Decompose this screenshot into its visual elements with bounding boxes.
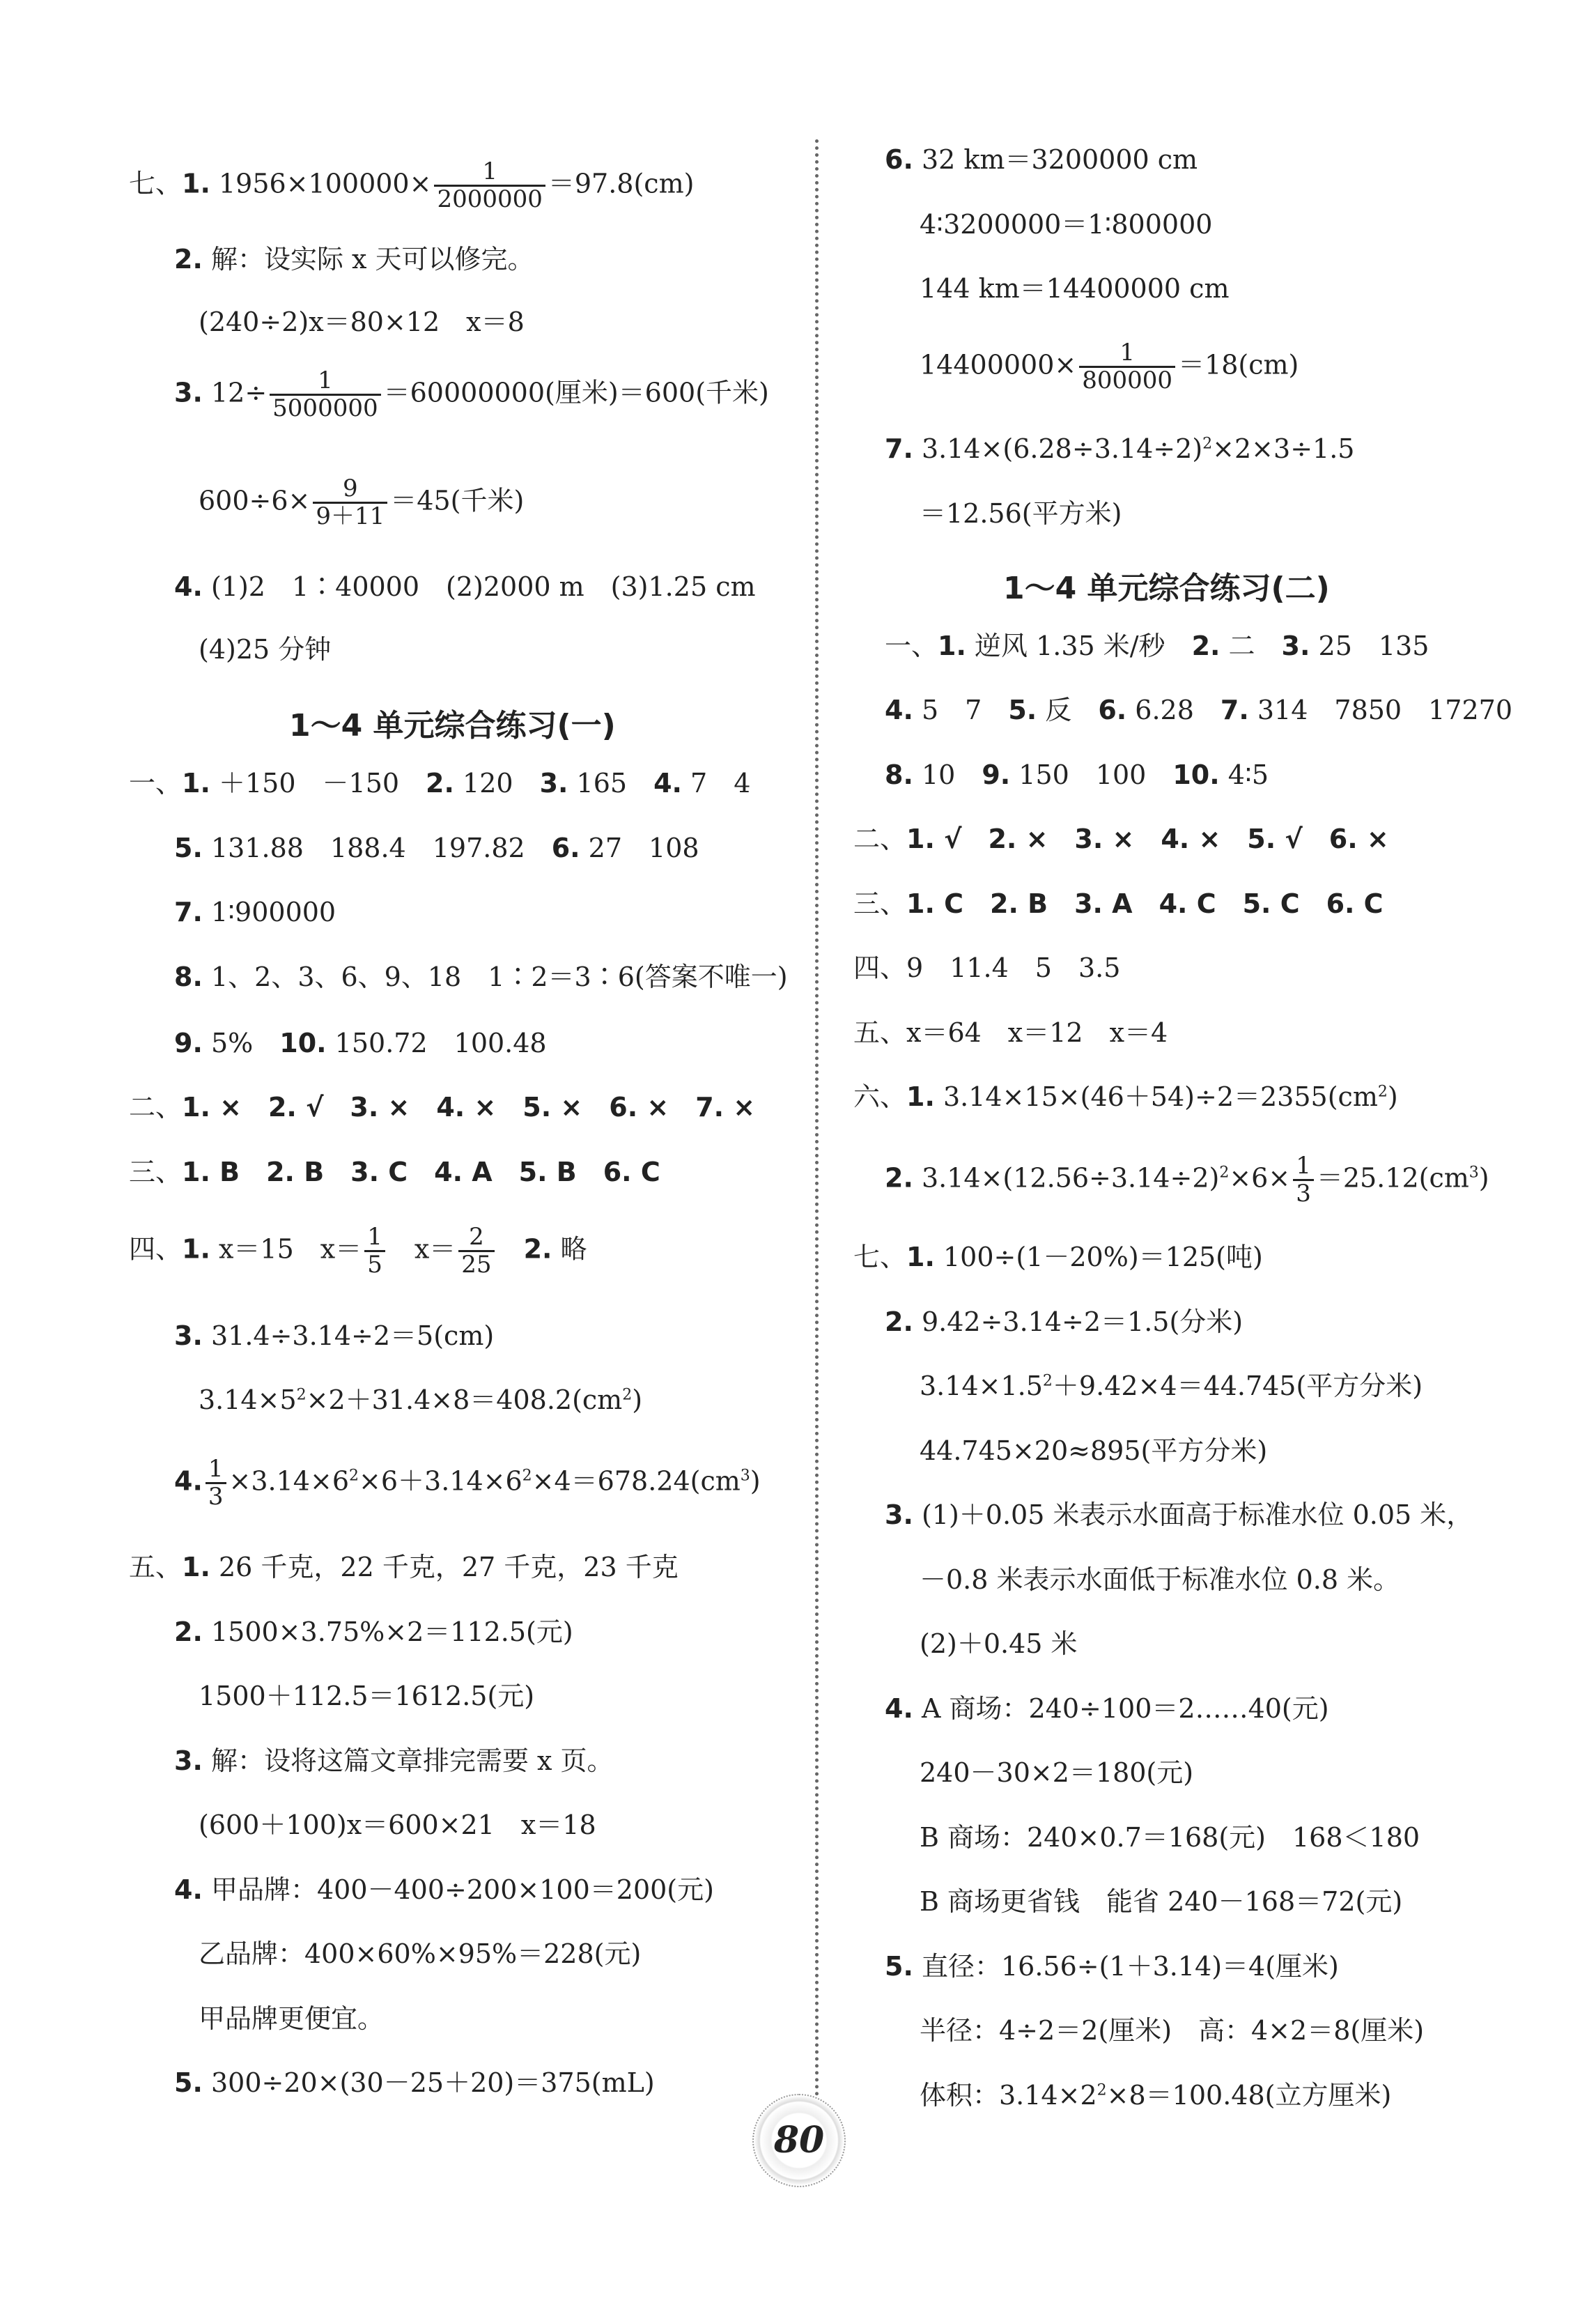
answer-line (174, 2069, 655, 2096)
answer-line (199, 476, 524, 530)
numerator: 2 (458, 1224, 494, 1252)
text: ) (632, 1385, 643, 1415)
answer-line (853, 1081, 1398, 1112)
answer-line (885, 146, 1198, 173)
answer-line (174, 1745, 614, 1776)
answer-line (885, 1953, 1339, 1980)
fraction (313, 476, 387, 530)
superscript: 3 (740, 1467, 750, 1485)
text: ×4＝678.24(cm (532, 1465, 741, 1497)
answer-line (853, 955, 1120, 981)
text: 12÷ (202, 377, 268, 408)
superscript: 2 (1219, 1164, 1230, 1182)
item-number: 7. (174, 897, 203, 927)
item-number: 3. (1281, 631, 1310, 661)
section-label: 六、 (853, 1081, 907, 1112)
answer-line: 240－30×2＝180(元) (920, 1757, 1194, 1788)
numerator: 1 (434, 159, 545, 187)
section-label: 二、 (129, 1092, 183, 1123)
item-number: 7. (1220, 695, 1249, 725)
answer-line: (600＋100)x＝600×21 x＝18 (199, 1810, 596, 1840)
item-number: 4. (653, 768, 682, 799)
answer-line (174, 835, 699, 861)
text: 甲品牌：400－400÷200×100＝200(元) (202, 1874, 714, 1905)
text: 100÷(1－20%)＝125(吨) (934, 1242, 1263, 1272)
section-label: 四、 (129, 1233, 183, 1265)
text: ×8＝100.48(立方厘米) (1106, 2080, 1392, 2111)
text: ×6× (1229, 1162, 1291, 1194)
text: 600÷6× (199, 485, 311, 516)
denominator: 9＋11 (316, 502, 385, 531)
superscript: 2 (522, 1467, 532, 1485)
text: 27 108 (580, 833, 699, 863)
answer-line (174, 1030, 547, 1056)
superscript: 2 (1097, 2081, 1107, 2099)
text: 1500×3.75%×2＝112.5(元) (202, 1617, 573, 1647)
answer-line (885, 697, 1512, 723)
answer-line (174, 899, 336, 925)
text: x＝ (387, 1233, 456, 1265)
text: ) (750, 1465, 761, 1497)
answer-line (174, 1619, 573, 1645)
item-number: 9. (982, 759, 1011, 790)
item-number: 4. (174, 1874, 203, 1905)
text: 1. B 2. B 3. C 4. A 5. B 6. C (182, 1157, 660, 1187)
superscript: 2 (296, 1386, 307, 1404)
text (497, 1233, 524, 1264)
answer-line: 半径：4÷2＝2(厘米) 高：4×2＝8(厘米) (920, 2015, 1425, 2046)
text: x＝15 x＝ (210, 1233, 362, 1265)
answer-line (174, 964, 788, 990)
section-heading: 1～4 单元综合练习(二) (1003, 571, 1330, 606)
section-label: 三、 (129, 1157, 183, 1187)
item-number: 1. (182, 1233, 210, 1265)
answer-line (174, 1320, 495, 1351)
item-number: 4. (885, 1693, 913, 1724)
denominator: 2000000 (437, 185, 543, 214)
numerator: 1 (1293, 1153, 1314, 1181)
item-number: 1. (182, 1552, 210, 1582)
text: ×6＋3.14×6 (359, 1465, 522, 1497)
answer-line (129, 768, 751, 799)
text: 3.14×1.5 (920, 1371, 1043, 1401)
text: 120 (454, 768, 540, 799)
denominator: 5000000 (272, 394, 378, 423)
answer-line (853, 890, 1384, 917)
item-number: 3. (539, 768, 568, 799)
text: 131.88 188.4 197.82 (202, 833, 552, 863)
text: ) (1387, 1081, 1398, 1112)
item-number: 5. (1008, 695, 1037, 725)
section-label: 五、 (853, 1017, 907, 1048)
answer-line (920, 340, 1299, 394)
text: 9 11.4 5 3.5 (906, 953, 1121, 983)
answer-line (129, 159, 694, 213)
text: A 商场：240÷100＝2……40(元) (913, 1693, 1329, 1724)
text: (1)2 1∶40000 (2)2000 m (3)1.25 cm (202, 571, 756, 602)
answer-line: 144 km＝14400000 cm (920, 273, 1230, 304)
item-number: 2. (885, 1162, 913, 1194)
answer-line (174, 368, 769, 422)
item-number: 1. (182, 168, 210, 199)
text: 1. × 2. √ 3. × 4. × 5. × 6. × 7. × (182, 1092, 756, 1123)
text: ＝97.8(cm) (548, 168, 695, 199)
fraction (458, 1224, 494, 1279)
superscript: 3 (1469, 1164, 1479, 1182)
answer-line (853, 1019, 1168, 1046)
text: 314 7850 17270 (1248, 695, 1512, 725)
text: x＝64 x＝12 x＝4 (906, 1017, 1168, 1048)
text: 1956×100000× (210, 168, 432, 199)
answer-line (920, 1373, 1423, 1399)
answer-line (174, 1876, 714, 1903)
superscript: 2 (1377, 1083, 1388, 1101)
superscript: 2 (1202, 435, 1213, 453)
page-number: 80 (752, 2094, 846, 2187)
text: 解：设将这篇文章排完需要 x 页。 (202, 1745, 614, 1776)
text: 31.4÷3.14÷2＝5(cm) (202, 1320, 495, 1351)
section-label: 二、 (853, 824, 907, 854)
item-number: 1. (938, 631, 966, 661)
text: 165 (568, 768, 654, 799)
answer-line (853, 826, 1389, 852)
numerator: 1 (206, 1456, 226, 1484)
answer-line: 甲品牌更便宜。 (199, 2003, 385, 2034)
text: 32 km＝3200000 cm (913, 144, 1198, 175)
text: 1∶900000 (202, 897, 336, 927)
answer-line: 1500＋112.5＝1612.5(元) (199, 1681, 535, 1711)
answer-line (129, 1554, 679, 1580)
text: 6.28 (1126, 695, 1221, 725)
text: 9.42÷3.14÷2＝1.5(分米) (913, 1306, 1244, 1337)
item-number: 2. (174, 1617, 203, 1647)
answer-line (920, 2080, 1392, 2111)
denominator: 3 (208, 1483, 224, 1511)
item-number: 3. (174, 1320, 203, 1351)
item-number: 2. (1191, 631, 1221, 661)
text: ×2×3÷1.5 (1212, 433, 1355, 464)
fraction (1293, 1153, 1314, 1208)
section-label: 七、 (129, 168, 183, 199)
item-number: 1. (906, 1081, 935, 1112)
item-number: 6. (551, 833, 580, 863)
answer-line (129, 1092, 756, 1123)
answer-line (885, 435, 1354, 462)
numerator: 1 (1079, 340, 1175, 368)
item-number: 4. (174, 571, 203, 602)
item-number: 3. (174, 1745, 203, 1776)
column-divider (815, 139, 819, 2132)
text: 逆风 1.35 米/秒 (966, 631, 1192, 661)
answer-line: ＝12.56(平方米) (920, 498, 1122, 529)
text: 1. C 2. B 3. A 4. C 5. C 6. C (906, 888, 1384, 919)
denominator: 800000 (1082, 367, 1173, 395)
section-label: 一、 (885, 631, 938, 661)
item-number: 5. (174, 2067, 203, 2098)
item-number: 4. (885, 695, 913, 725)
fraction (364, 1224, 385, 1279)
text: 4∶5 (1219, 759, 1269, 790)
denominator: 5 (367, 1251, 382, 1279)
item-number: 2. (426, 768, 454, 799)
text: 3.14×5 (199, 1385, 297, 1415)
text: ×3.14×6 (228, 1465, 349, 1497)
numerator: 1 (364, 1224, 385, 1252)
text: 1、2、3、6、9、18 1∶2＝3∶6(答案不唯一) (202, 962, 788, 992)
answer-line: (2)＋0.45 米 (920, 1628, 1078, 1659)
numerator: 9 (313, 476, 387, 504)
item-number: 1. (182, 768, 210, 799)
answer-line: －0.8 米表示水面低于标准水位 0.8 米。 (920, 1564, 1400, 1595)
item-number: 2. (885, 1306, 913, 1337)
text: 反 (1037, 695, 1099, 725)
answer-line (174, 244, 534, 275)
answer-line (885, 1153, 1489, 1208)
answer-line (174, 573, 756, 600)
answer-line: 4∶3200000＝1∶800000 (920, 209, 1213, 240)
answer-line (174, 1456, 761, 1511)
text: 1. √ 2. × 3. × 4. × 5. √ 6. × (906, 824, 1389, 854)
text: 3.14×15×(46＋54)÷2＝2355(cm (934, 1081, 1378, 1112)
section-label: 七、 (853, 1242, 907, 1272)
text: 略 (552, 1233, 587, 1265)
item-number: 10. (1172, 759, 1220, 790)
text: 14400000× (920, 349, 1077, 380)
item-number: 7. (885, 433, 913, 464)
text: 26 千克，22 千克，27 千克，23 千克 (210, 1552, 679, 1582)
answer-line: (4)25 分钟 (199, 634, 332, 665)
answer-line (885, 759, 1269, 790)
item-number: 10. (279, 1028, 327, 1058)
text: (1)＋0.05 米表示水面高于标准水位 0.05 米， (913, 1499, 1473, 1530)
text: ×2＋31.4×8＝408.2(cm (306, 1385, 623, 1415)
superscript: 2 (622, 1386, 633, 1404)
item-number: 2. (174, 244, 203, 275)
text: 体积：3.14×2 (920, 2080, 1097, 2111)
text: ) (1478, 1162, 1489, 1194)
text: 直径：16.56÷(1＋3.14)＝4(厘米) (913, 1951, 1339, 1982)
text: ＋9.42×4＝44.745(平方分米) (1052, 1371, 1423, 1401)
text: ＝18(cm) (1178, 349, 1299, 380)
fraction (434, 159, 545, 213)
text: ＝45(千米) (390, 485, 525, 516)
section-label: 五、 (129, 1552, 183, 1582)
text: 二 (1220, 631, 1282, 661)
denominator: 25 (461, 1251, 492, 1279)
item-number: 5. (174, 833, 203, 863)
text: ＝25.12(cm (1316, 1162, 1469, 1194)
answer-line: B 商场：240×0.7＝168(元) 168＜180 (920, 1822, 1420, 1853)
superscript: 2 (1042, 1372, 1053, 1390)
text: 10 (913, 759, 982, 790)
superscript: 2 (349, 1467, 359, 1485)
answer-line (885, 1499, 1473, 1530)
section-heading: 1～4 单元综合练习(一) (289, 708, 616, 743)
answer-line (199, 1387, 642, 1413)
answer-line (885, 633, 1429, 659)
text: ＝60000000(厘米)＝600(千米) (383, 377, 769, 408)
item-number: 1. (906, 1242, 935, 1272)
text: 解：设实际 x 天可以修完。 (202, 244, 534, 275)
answer-line (885, 1695, 1329, 1722)
item-number: 3. (174, 377, 203, 408)
item-number: 3. (885, 1499, 913, 1530)
text: ＋150 －150 (210, 768, 426, 799)
item-number: 6. (1098, 695, 1127, 725)
text: 3.14×(6.28÷3.14÷2) (913, 433, 1203, 464)
text: 300÷20×(30－25＋20)＝375(mL) (202, 2067, 655, 2098)
text: 5% (202, 1028, 280, 1058)
text: 7 4 (681, 768, 751, 799)
answer-line: 44.745×20≈895(平方分米) (920, 1435, 1268, 1466)
fraction (270, 368, 380, 422)
item-number: 6. (885, 144, 913, 175)
answer-line: 乙品牌：400×60%×95%＝228(元) (199, 1938, 642, 1969)
item-number: 8. (885, 759, 913, 790)
item-number: 4. (174, 1465, 203, 1497)
text: 150.72 100.48 (326, 1028, 547, 1058)
text: 3.14×(12.56÷3.14÷2) (913, 1162, 1220, 1194)
text: 25 135 (1310, 631, 1430, 661)
numerator: 1 (270, 368, 380, 396)
section-label: 四、 (853, 953, 907, 983)
section-label: 一、 (129, 768, 183, 799)
item-number: 9. (174, 1028, 203, 1058)
answer-line (853, 1244, 1263, 1270)
item-number: 8. (174, 962, 203, 992)
answer-line (885, 1306, 1244, 1337)
text: 150 100 (1010, 759, 1173, 790)
denominator: 3 (1296, 1180, 1311, 1208)
item-number: 2. (523, 1233, 552, 1265)
text: 5 7 (913, 695, 1009, 725)
answer-line: (240÷2)x＝80×12 x＝8 (199, 307, 525, 337)
item-number: 5. (885, 1951, 913, 1982)
fraction (1079, 340, 1175, 394)
fraction (206, 1456, 226, 1511)
answer-line: B 商场更省钱 能省 240－168＝72(元) (920, 1886, 1403, 1917)
answer-line (129, 1224, 587, 1279)
answer-line (129, 1159, 660, 1185)
section-label: 三、 (853, 888, 907, 919)
